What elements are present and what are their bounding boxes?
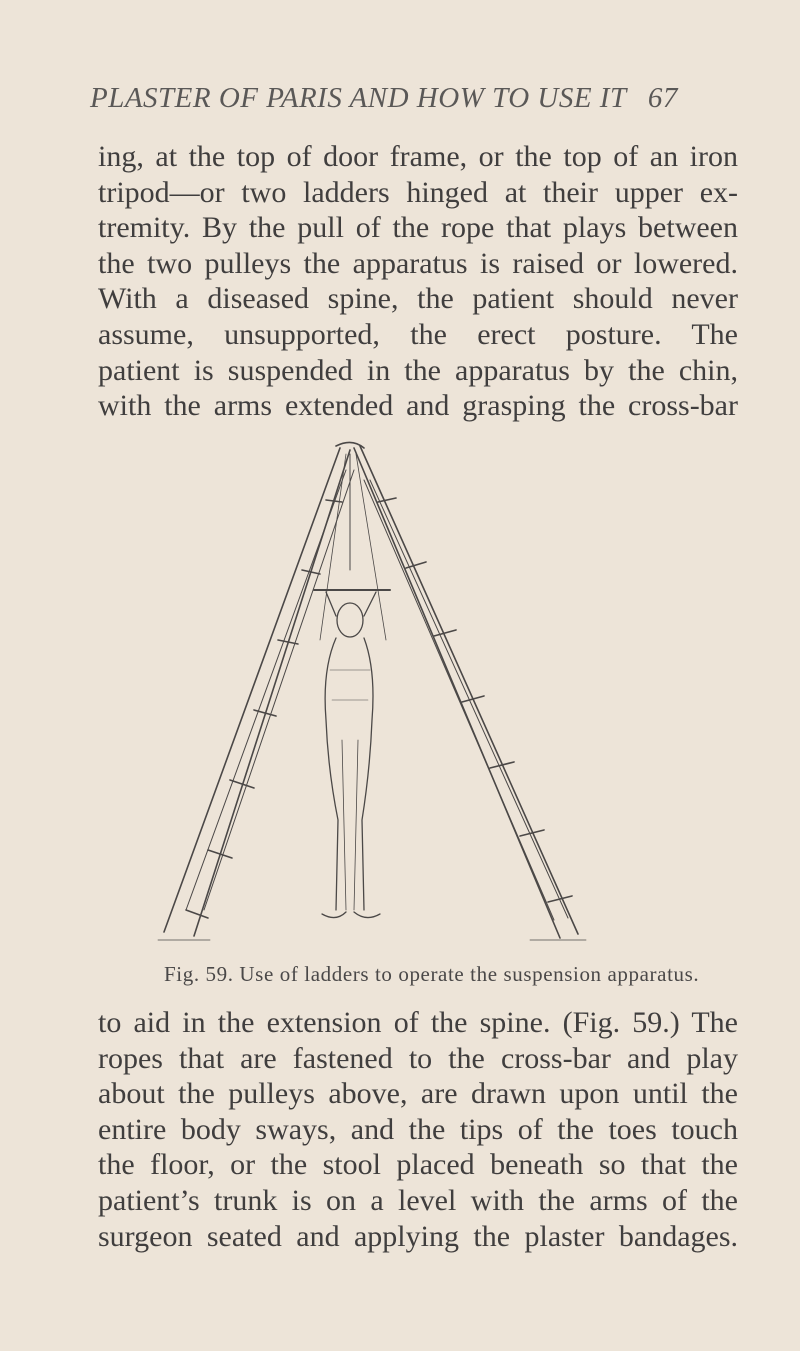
text-line: entire body sways, and the tips of the toes touch [98, 1112, 738, 1146]
ladder-suspension-drawing [150, 440, 590, 960]
paragraph-1 [98, 139, 738, 424]
right-ladder-inner-rail [360, 446, 578, 934]
right-ladder-outer-rail [354, 448, 560, 938]
text-line: about the pulleys above, are drawn upon until the [98, 1077, 738, 1111]
running-head-title: PLASTER OF PARIS AND HOW TO USE IT [90, 82, 627, 114]
text-line: patient’s trunk is on a level with the arms of the [98, 1183, 738, 1217]
left-ladder-outer-rail [164, 448, 340, 932]
text-line: patient is suspended in the apparatus by the chin, [98, 353, 738, 387]
text-line: tripod—or two ladders hinged at their upper ex- [98, 175, 738, 209]
text-line: assume, unsupported, the erect posture. The [98, 317, 738, 351]
running-head [90, 82, 770, 115]
paragraph-2 [98, 1005, 738, 1254]
suspended-patient [322, 592, 380, 918]
text-line: the floor, or the stool placed beneath so that the [98, 1148, 738, 1182]
text-line: With a diseased spine, the patient should never [98, 282, 738, 316]
text-line: tremity. By the pull of the rope that plays between [98, 211, 738, 245]
figure-caption: Fig. 59. Use of ladders to operate the suspension apparatus. [164, 962, 700, 986]
page-number: 67 [647, 82, 678, 114]
figure-ladder-illustration [150, 440, 590, 960]
text-line: ropes that are fastened to the cross-bar and play [98, 1041, 738, 1075]
text-line: with the arms extended and grasping the cross-bar [98, 389, 738, 423]
text-line: surgeon seated and applying the plaster bandages. [98, 1219, 738, 1253]
text-line: to aid in the extension of the spine. (Fig. 59.) The [98, 1006, 738, 1039]
text-line: ing, at the top of door frame, or the top of an iron [98, 140, 738, 173]
text-line: the two pulleys the apparatus is raised or lowered. [98, 246, 738, 280]
